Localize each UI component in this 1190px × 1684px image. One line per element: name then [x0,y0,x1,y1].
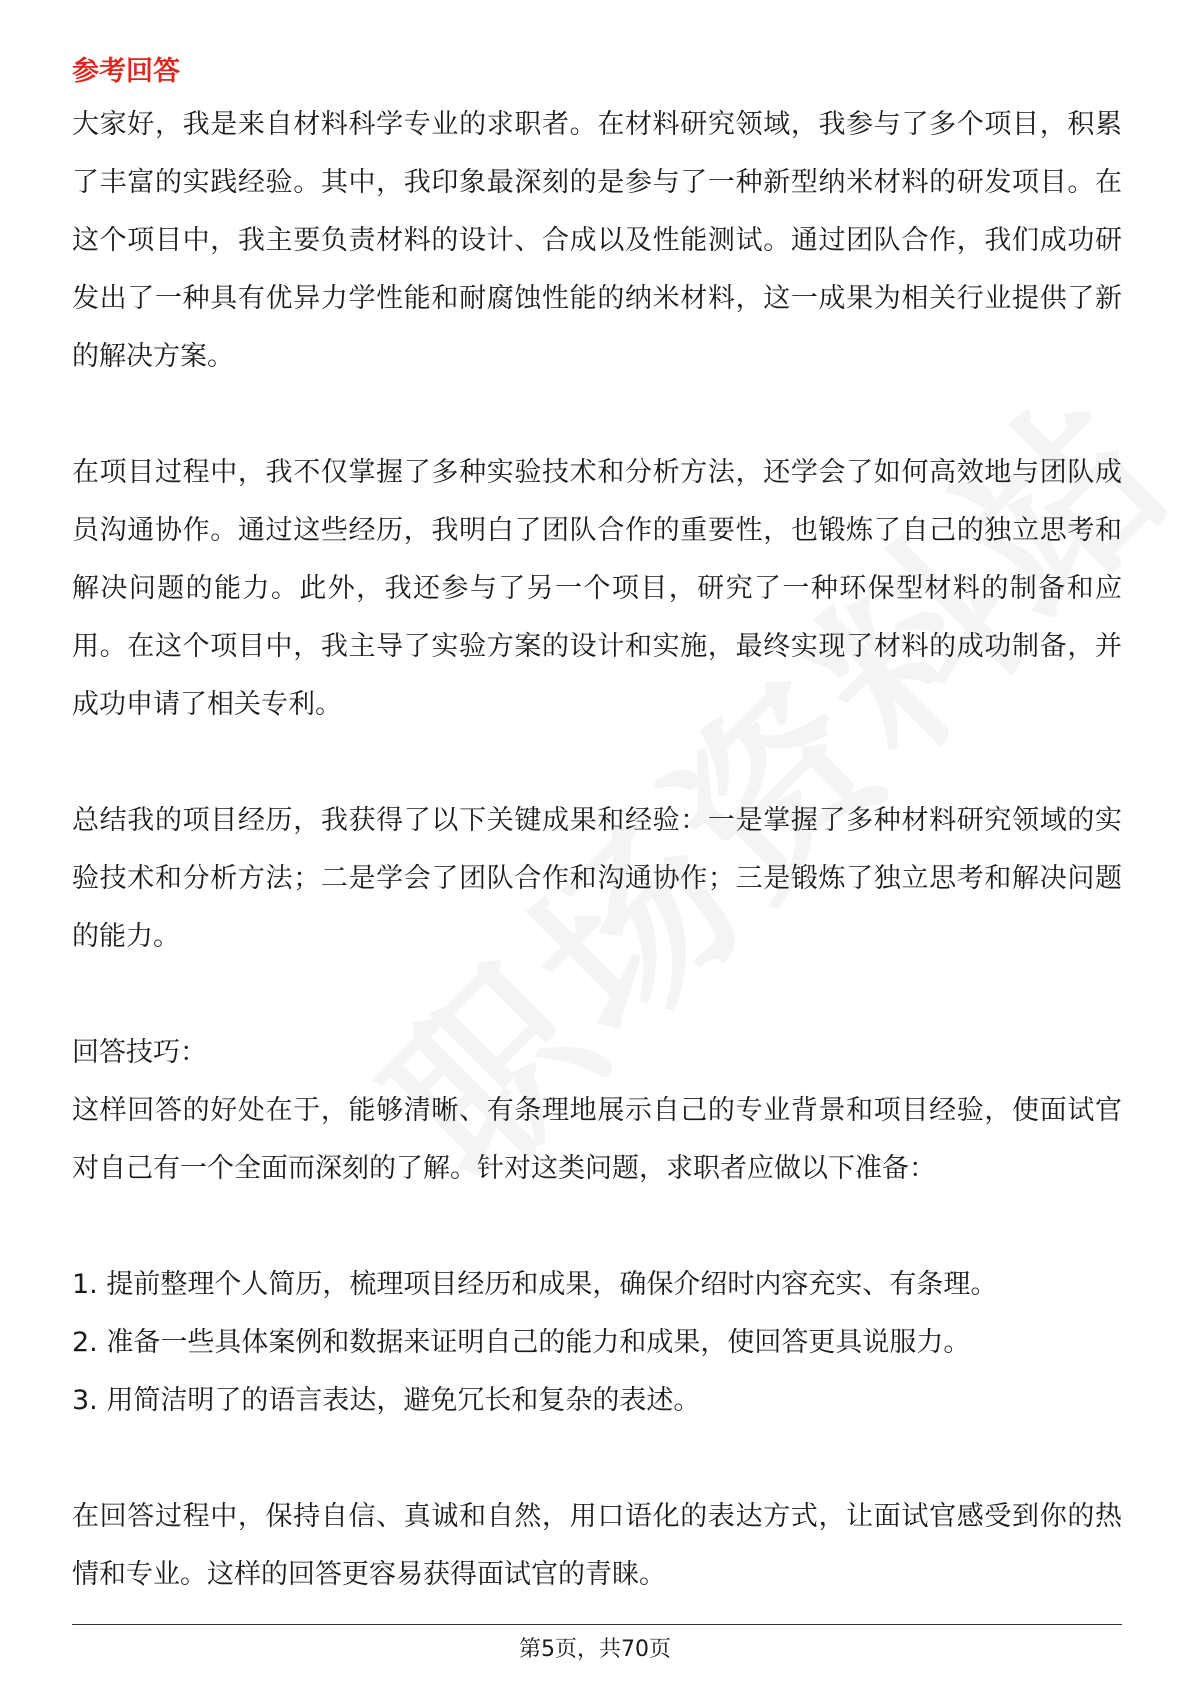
list-item: 1. 提前整理个人简历，梳理项目经历和成果，确保介绍时内容充实、有条理。 [72,1269,998,1300]
page-number: 第5页，共70页 [519,1637,671,1662]
document-page [72,48,1122,1604]
tips-title: 回答技巧： [72,1037,207,1068]
list-item: 3. 用简洁明了的语言表达，避免冗长和复杂的表述。 [72,1385,701,1416]
answer-paragraph-3: 总结我的项目经历，我获得了以下关键成果和经验：一是掌握了多种材料研究领域的实验技术和分析方法；二是学会了团队合作和沟通协作；三是锻炼了独立思考和解决问题的能力。 [72,805,1122,952]
closing-paragraph: 在回答过程中，保持自信、真诚和自然，用口语化的表达方式，让面试官感受到你的热情和专业。这样的回答更容易获得面试官的青睐。 [72,1501,1122,1590]
list-item: 2. 准备一些具体案例和数据来证明自己的能力和成果，使回答更具说服力。 [72,1327,971,1358]
tips-list [72,1256,1122,1430]
section-heading: 参考回答 [72,56,180,87]
tips-intro: 这样回答的好处在于，能够清晰、有条理地展示自己的专业背景和项目经验，使面试官对自己有一个全面而深刻的了解。针对这类问题，求职者应做以下准备： [72,1095,1122,1184]
answer-paragraph-1: 大家好，我是来自材料科学专业的求职者。在材料研究领域，我参与了多个项目，积累了丰富的实践经验。其中，我印象最深刻的是参与了一种新型纳米材料的研发项目。在这个项目中，我主要负责材料的设计、合成以及性能测试。通过团队合作，我们成功研发出了一种具有优异力学性能和耐腐蚀性能的纳米材料，这一成果为相关行业提供了新的解决方案。 [72,109,1122,372]
answer-paragraph-2: 在项目过程中，我不仅掌握了多种实验技术和分析方法，还学会了如何高效地与团队成员沟通协作。通过这些经历，我明白了团队合作的重要性，也锻炼了自己的独立思考和解决问题的能力。此外，我还参与了另一个项目，研究了一种环保型材料的制备和应用。在这个项目中，我主导了实验方案的设计和实施，最终实现了材料的成功制备，并成功申请了相关专利。 [72,457,1122,720]
footer-divider [72,1624,1122,1625]
